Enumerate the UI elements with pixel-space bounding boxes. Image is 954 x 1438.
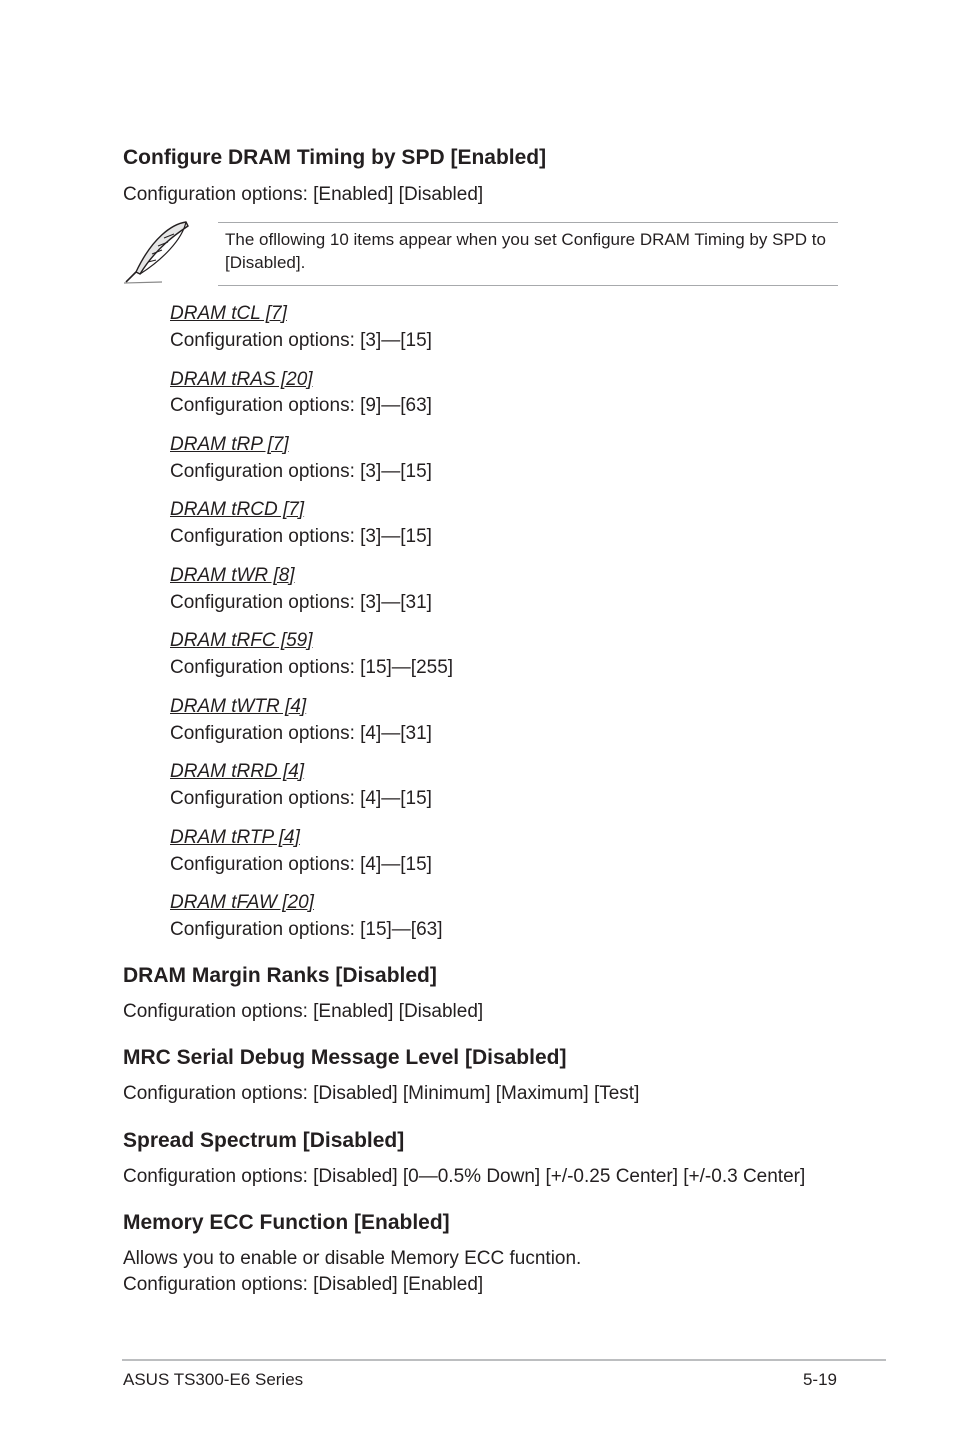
margin-ranks-options: Configuration options: [Enabled] [Disabled] [123, 1001, 484, 1022]
mrc-debug-options: Configuration options: [Disabled] [Minimum] [Maximum] [Test] [123, 1083, 640, 1104]
footer-series: ASUS TS300-E6 Series [123, 1370, 304, 1389]
subitem-options-tfaw: Configuration options: [15]—[63] [170, 919, 443, 940]
subitem-title-trcd: DRAM tRCD [7] [170, 499, 305, 520]
subitem-options-twtr: Configuration options: [4]—[31] [170, 723, 432, 744]
subitem-title-tras: DRAM tRAS [20] [170, 369, 313, 390]
subitem-options-tras: Configuration options: [9]—[63] [170, 395, 432, 416]
subitem-title-trp: DRAM tRP [7] [170, 434, 289, 455]
section-title-dram-timing: Configure DRAM Timing by SPD [Enabled] [123, 146, 547, 169]
section-title-margin-ranks: DRAM Margin Ranks [Disabled] [123, 964, 437, 987]
subitem-title-tfaw: DRAM tFAW [20] [170, 892, 314, 913]
subitem-options-trrd: Configuration options: [4]—[15] [170, 788, 432, 809]
subitem-title-twr: DRAM tWR [8] [170, 565, 295, 586]
subitem-options-trcd: Configuration options: [3]—[15] [170, 526, 432, 547]
footer-rule [122, 1359, 886, 1361]
subitem-options-tcl: Configuration options: [3]—[15] [170, 330, 432, 351]
subitem-title-tcl: DRAM tCL [7] [170, 303, 287, 324]
subitem-options-trtp: Configuration options: [4]—[15] [170, 854, 432, 875]
feather-pen-icon [122, 220, 190, 286]
subitem-title-trrd: DRAM tRRD [4] [170, 761, 305, 782]
memory-ecc-options: Configuration options: [Disabled] [Enabled] [123, 1274, 484, 1295]
section-title-memory-ecc: Memory ECC Function [Enabled] [123, 1211, 450, 1234]
section-title-spread-spectrum: Spread Spectrum [Disabled] [123, 1129, 405, 1152]
subitem-options-trp: Configuration options: [3]—[15] [170, 461, 432, 482]
subitem-title-trfc: DRAM tRFC [59] [170, 630, 313, 651]
subitem-options-twr: Configuration options: [3]—[31] [170, 592, 432, 613]
memory-ecc-description: Allows you to enable or disable Memory ECC fucntion. [123, 1248, 582, 1269]
note-top-rule [218, 222, 838, 223]
dram-timing-options: Configuration options: [Enabled] [Disabled] [123, 184, 484, 205]
subitem-title-twtr: DRAM tWTR [4] [170, 696, 307, 717]
note-text: The ofllowing 10 items appear when you set Configure DRAM Timing by SPD to [Disabled]. [225, 230, 826, 272]
note-bottom-rule [218, 285, 838, 286]
footer-page-number: 5-19 [802, 1370, 837, 1389]
section-title-mrc-debug: MRC Serial Debug Message Level [Disabled] [123, 1046, 567, 1069]
spread-spectrum-options: Configuration options: [Disabled] [0—0.5% Down] [+/-0.25 Center] [+/-0.3 Center] [123, 1166, 806, 1187]
subitem-title-trtp: DRAM tRTP [4] [170, 827, 300, 848]
subitem-options-trfc: Configuration options: [15]—[255] [170, 657, 454, 678]
